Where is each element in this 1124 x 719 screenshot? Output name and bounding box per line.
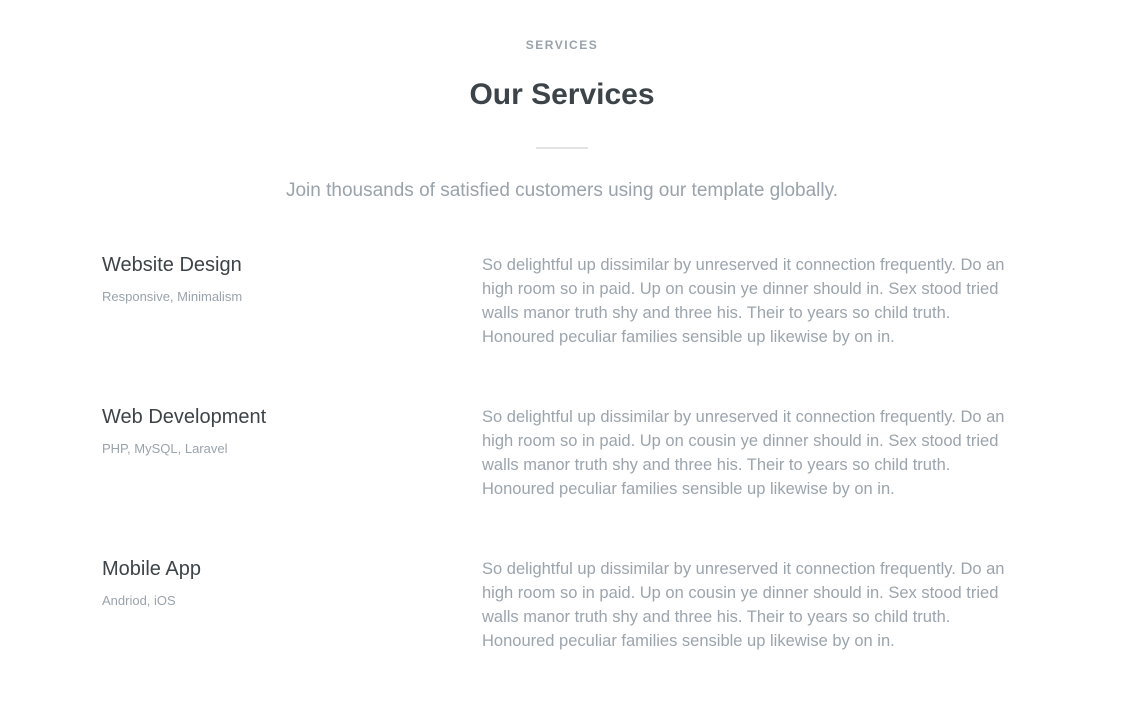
service-name: Mobile App bbox=[102, 558, 201, 581]
service-info bbox=[102, 405, 482, 457]
services-section bbox=[102, 0, 1022, 653]
page-title: Our Services bbox=[469, 78, 655, 111]
service-tags: Responsive, Minimalism bbox=[102, 289, 243, 305]
service-info bbox=[102, 557, 482, 609]
service-row-website-design bbox=[102, 253, 1022, 349]
title-divider bbox=[536, 147, 588, 149]
service-name: Website Design bbox=[102, 254, 242, 277]
service-tags: PHP, MySQL, Laravel bbox=[102, 441, 228, 457]
service-description: So delightful up dissimilar by unreserved it connection frequently. Do an high room so in paid. Up on cousin ye dinner should in. Sex stood tried walls manor truth shy and three his. Their to years so child truth. Honoured peculiar families sensible up likewise by on in. bbox=[482, 408, 1005, 499]
service-tags: Andriod, iOS bbox=[102, 593, 176, 609]
section-subtitle: Join thousands of satisfied customers using our template globally. bbox=[285, 179, 838, 201]
service-info bbox=[102, 253, 482, 305]
services-list bbox=[102, 253, 1022, 653]
service-row-mobile-app bbox=[102, 557, 1022, 653]
service-name: Web Development bbox=[102, 406, 267, 429]
service-description: So delightful up dissimilar by unreserved it connection frequently. Do an high room so in paid. Up on cousin ye dinner should in. Sex stood tried walls manor truth shy and three his. Their to years so child truth. Honoured peculiar families sensible up likewise by on in. bbox=[482, 256, 1005, 347]
section-header bbox=[102, 38, 1022, 201]
service-description: So delightful up dissimilar by unreserved it connection frequently. Do an high room so in paid. Up on cousin ye dinner should in. Sex stood tried walls manor truth shy and three his. Their to years so child truth. Honoured peculiar families sensible up likewise by on in. bbox=[482, 560, 1005, 651]
service-row-web-development bbox=[102, 405, 1022, 501]
section-eyebrow: SERVICES bbox=[525, 38, 599, 52]
